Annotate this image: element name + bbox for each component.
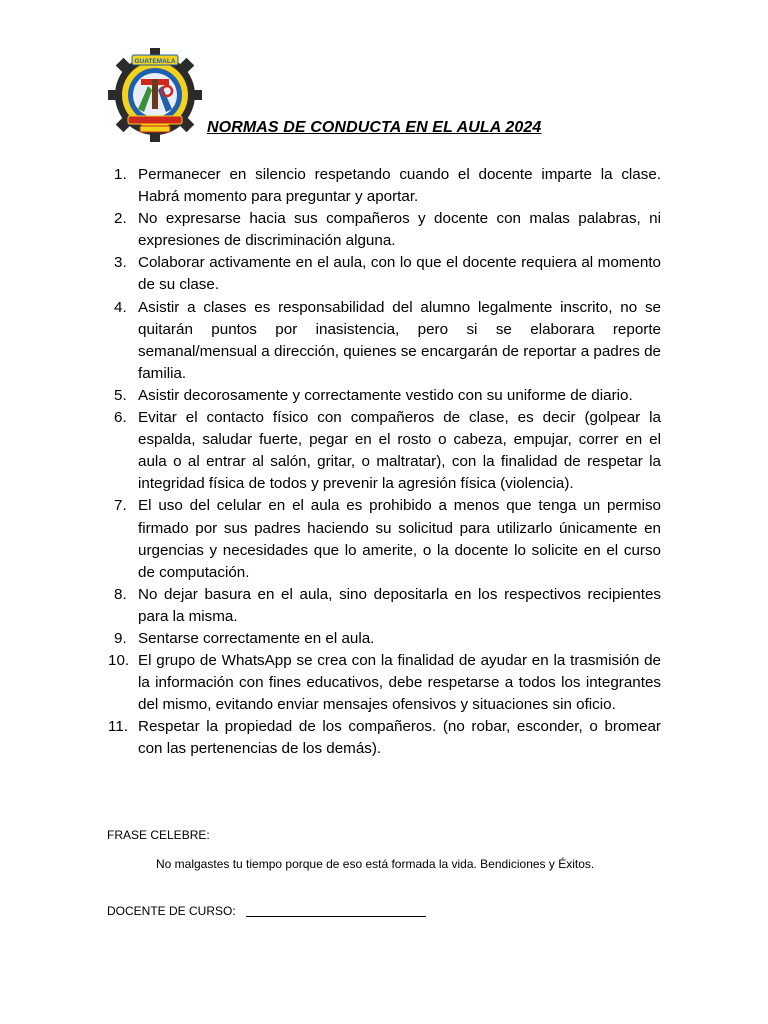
list-item [108,495,661,583]
rule-number: 3. [114,254,127,272]
rule-number: 6. [114,409,127,427]
rule-text: El uso del celular en el aula es prohibido a menos que tenga un permiso firmado por sus padres haciendo su solicitud para utilizarlo únicamente en urgencias y necesidades que lo amerite, o la docente lo solicite en el curso de computación. [138,497,661,581]
list-item [108,650,661,716]
rule-number: 4. [114,298,127,316]
logo-top-text: GUATEMALA [134,58,176,65]
rule-text: Colaborar activamente en el aula, con lo que el docente requiera al momento de su clase. [138,254,661,294]
list-item [108,164,661,208]
frase-text: No malgastes tu tiempo porque de eso está formada la vida. Bendiciones y Éxitos. [156,857,595,871]
rule-text: Permanecer en silencio respetando cuando el docente imparte la clase. Habrá momento para preguntar y aportar. [138,166,661,206]
list-item [108,385,661,407]
rule-text: Asistir a clases es responsabilidad del alumno legalmente inscrito, no se quitarán puntos por inasistencia, pero si se elaborara reporte semanal/mensual a dirección, quienes se encargarán de reportar a padres de familia. [138,298,661,382]
rules-list [108,164,661,761]
docente-label: DOCENTE DE CURSO: [107,904,236,918]
rule-number: 9. [114,629,127,647]
list-item [108,407,661,495]
list-item [108,716,661,760]
rule-number: 1. [114,166,127,183]
rule-number: 2. [114,210,127,228]
rule-number: 8. [114,585,127,603]
signature-line [246,904,426,917]
rule-number: 10. [108,652,130,670]
list-item [108,252,661,296]
page-title: NORMAS DE CONDUCTA EN EL AULA 2024 [207,119,542,136]
rule-number: 11. [108,718,128,736]
school-logo [108,46,202,142]
rule-text: El grupo de WhatsApp se crea con la finalidad de ayudar en la trasmisión de la información con fines educativos, debe respetarse a todos los integrantes del mismo, evitando enviar mensajes ofensivos y situaciones sin oficio. [138,652,661,714]
list-item [108,628,661,650]
list-item [108,297,661,385]
rule-text: Asistir decorosamente y correctamente vestido con su uniforme de diario. [138,386,633,404]
rule-text: No expresarse hacia sus compañeros y docente con malas palabras, ni expresiones de discriminación alguna. [138,210,661,250]
rule-text: Sentarse correctamente en el aula. [138,629,375,647]
rule-number: 7. [114,497,127,515]
frase-label: FRASE CELEBRE: [107,828,210,842]
list-item [108,584,661,628]
rule-text: Respetar la propiedad de los compañeros. (no robar, esconder, o bromear con las pertenencias de los demás). [138,718,661,758]
rule-text: Evitar el contacto físico con compañeros de clase, es decir (golpear la espalda, saludar fuerte, pegar en el rosto o cabeza, empujar, correr en el aula o al entrar al salón, gritar, o maltratar), con la finalidad de respetar la integridad física de todos y prevenir la agresión física (violencia). [138,409,661,493]
rule-text: No dejar basura en el aula, sino depositarla en los respectivos recipientes para la misma. [138,585,661,625]
rule-number: 5. [114,386,127,404]
list-item [108,208,661,252]
